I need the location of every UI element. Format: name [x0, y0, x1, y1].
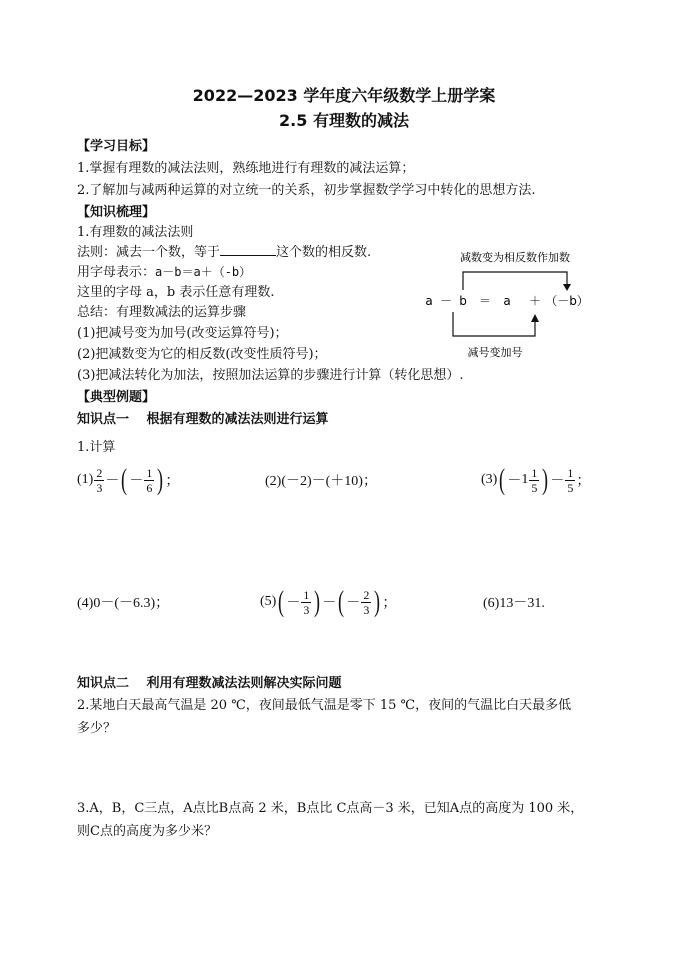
rule-prefix: 法则：减去一个数，等于	[77, 245, 221, 260]
left-paren: (	[338, 585, 345, 618]
fill-blank	[220, 243, 276, 256]
subtraction-rule-diagram	[415, 245, 605, 363]
letters-prefix: 用字母表示：	[77, 265, 156, 280]
problem-text: (6)13－31.	[483, 596, 545, 611]
whole-part: 1	[521, 472, 529, 487]
letters-formula: a－b＝a＋（-b）	[155, 265, 252, 279]
problem-1-5	[260, 582, 396, 622]
question-3-line: 3.A，B，C三点，A点比B点高 2 米，B点比 C点高－3 米，已知A点的高度为 100 米，	[77, 801, 584, 816]
problem-text: (4)0－(－6.3)；	[77, 596, 170, 611]
page-title: 2022—2023 学年度六年级数学上册学案	[192, 86, 496, 105]
problem-label: (5)	[260, 594, 277, 609]
right-paren: )	[314, 585, 321, 618]
sign: －	[346, 596, 361, 611]
problem-1-2	[265, 460, 377, 500]
minus-sign: －	[105, 474, 120, 489]
fraction: $\frac{1}{5}$	[531, 465, 538, 495]
problem-label: (3)	[481, 472, 498, 487]
step-item: (1)把减号变为加号(改变运算符号)；	[77, 326, 288, 341]
diagram-neg-b: （－b）	[545, 294, 589, 308]
left-paren: (	[499, 463, 506, 496]
problem-1-4	[77, 582, 169, 622]
left-paren: (	[278, 585, 285, 618]
mixed-number	[521, 467, 540, 494]
end-mark: ；	[576, 474, 591, 489]
objective-item: 1.掌握有理数的减法法则，熟练地进行有理数的减法运算；	[77, 161, 415, 176]
fraction: $\frac{2}{3}$	[96, 465, 103, 495]
step-item: (3)把减法转化为加法，按照加法运算的步骤进行计算（转化思想）.	[77, 368, 464, 383]
right-paren: )	[157, 463, 164, 496]
question-2-line: 2.某地白天最高气温是 20 ℃，夜间最低气温是零下 15 ℃，夜间的气温比白天最多低	[77, 698, 572, 713]
letters-note: 这里的字母 a，b 表示任意有理数.	[77, 285, 275, 300]
sign: －	[129, 474, 144, 489]
examples-heading: 【典型例题】	[77, 390, 156, 405]
knowledge-heading: 【知识梳理】	[77, 205, 156, 220]
left-paren: (	[121, 463, 128, 496]
step-item: (2)把减数变为它的相反数(改变性质符号)；	[77, 347, 327, 362]
fraction: $\frac{1}{5}$	[567, 465, 574, 495]
objective-item: 2.了解加与减两种运算的对立统一的关系，初步掌握数学学习中转化的思想方法.	[77, 183, 536, 198]
minus-sign: －	[322, 596, 337, 611]
diagram-a1: a	[425, 294, 433, 308]
right-paren: )	[542, 463, 549, 496]
end-mark: ；	[165, 474, 180, 489]
right-paren: )	[374, 585, 381, 618]
diagram-a2: a	[503, 294, 511, 308]
diagram-b: b	[459, 294, 467, 308]
objectives-heading: 【学习目标】	[77, 139, 156, 154]
bottom-arrow-line	[453, 312, 535, 336]
diagram-top-label: 减数变为相反数作加数	[460, 251, 570, 264]
diagram-minus: －	[439, 294, 453, 308]
rule-suffix: 这个数的相反数.	[276, 245, 372, 260]
knowledge-point-2: 知识点二 利用有理数减法法则解决实际问题	[77, 676, 342, 691]
question-2-line: 多少？	[77, 721, 117, 736]
fraction: $\frac{2}{3}$	[363, 587, 370, 617]
top-arrowhead	[563, 284, 571, 291]
letters-line	[77, 261, 251, 280]
sign: －	[286, 596, 301, 611]
problem-1-3	[481, 460, 590, 500]
diagram-bottom-label: 减号变加号	[467, 346, 523, 359]
sign: －	[507, 474, 522, 489]
problem-label: (1)	[77, 472, 94, 487]
end-mark: ；	[382, 596, 397, 611]
knowledge-point-1: 知识点一 根据有理数的减法法则进行运算	[77, 412, 329, 427]
fraction: $\frac{1}{3}$	[303, 587, 310, 617]
diagram-plus: ＋	[528, 294, 542, 308]
problem-1-6	[483, 582, 545, 622]
rule-title: 1.有理数的减法法则	[77, 225, 194, 240]
top-arrow-line	[463, 272, 567, 290]
bottom-arrowhead	[531, 314, 539, 322]
question-3-line: 则C点的高度为多少米？	[77, 824, 217, 839]
diagram-eq: ＝	[478, 294, 492, 308]
question-1-title: 1.计算	[77, 440, 116, 455]
page-subtitle: 2.5 有理数的减法	[279, 111, 409, 130]
problem-1-1	[77, 460, 179, 500]
minus-sign: －	[550, 474, 565, 489]
fraction: $\frac{1}{6}$	[146, 465, 153, 495]
rule-statement	[77, 241, 371, 260]
summary-line: 总结：有理数减法的运算步骤	[77, 305, 247, 320]
problem-text: (2)(－2)－(＋10)；	[265, 474, 377, 489]
